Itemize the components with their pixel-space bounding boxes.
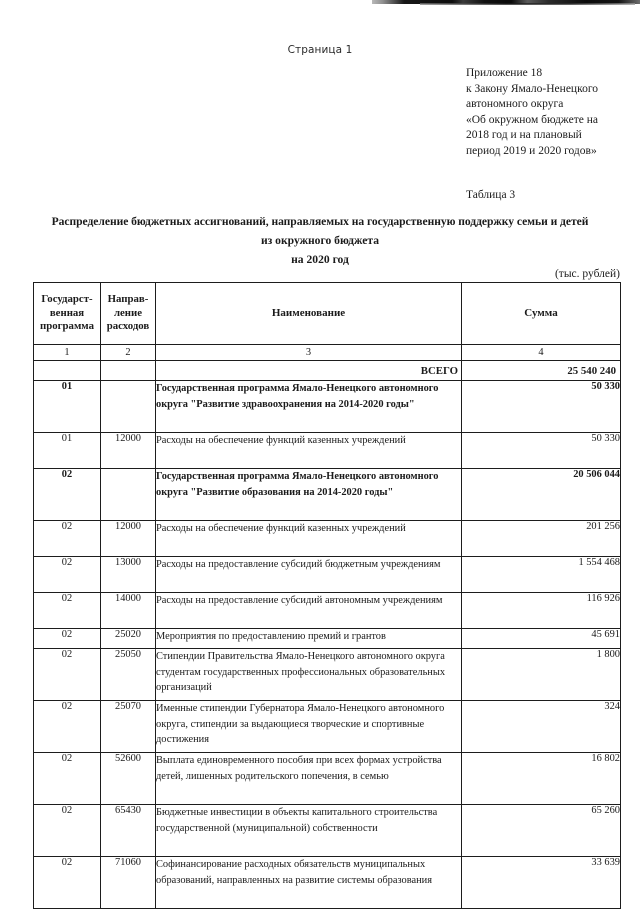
approval-block — [466, 66, 640, 160]
cell-direction-code: 71060 — [101, 857, 156, 909]
header-direction-line-3: расходов — [106, 320, 150, 333]
cell-direction-code: 12000 — [101, 521, 156, 557]
cell-program-code: 02 — [34, 805, 101, 857]
table-number-label: Таблица 3 — [466, 189, 516, 201]
cell-name: Именные стипендии Губернатора Ямало-Ненецкого автономного округа, стипендии за выдающиеся творческие и спортивные достижения — [156, 701, 462, 753]
table-total-row — [34, 361, 621, 381]
cell-name: Расходы на предоставление субсидий автономным учреждениям — [156, 593, 462, 629]
cell-direction-code — [101, 381, 156, 433]
cell-sum: 45 691 — [462, 629, 621, 649]
document-title-line-2: из окружного бюджета — [260, 234, 380, 247]
document-title-line-1: Распределение бюджетных ассигнований, направляемых на государственную поддержку семьи и детей — [51, 215, 589, 228]
units-label: (тыс. рублей) — [554, 268, 620, 280]
cell-program-code: 02 — [34, 857, 101, 909]
cell-sum: 50 330 — [462, 433, 621, 469]
cell-sum: 16 802 — [462, 753, 621, 805]
table-row — [34, 701, 621, 753]
table-row — [34, 649, 621, 701]
total-label: ВСЕГО — [156, 361, 462, 381]
cell-direction-code: 25020 — [101, 629, 156, 649]
cell-sum: 1 800 — [462, 649, 621, 701]
cell-program-code: 02 — [34, 521, 101, 557]
total-value: 25 540 240 — [462, 361, 621, 381]
approval-line-5: 2018 год и на плановый — [466, 129, 582, 142]
document-title-line-3: на 2020 год — [291, 253, 349, 266]
table-numbering-row — [34, 345, 621, 361]
cell-direction-code: 13000 — [101, 557, 156, 593]
table-row — [34, 521, 621, 557]
header-cell-direction — [101, 283, 156, 345]
numbering-cell-3: 3 — [156, 345, 462, 361]
table-row — [34, 593, 621, 629]
cell-name: Софинансирование расходных обязательств муниципальных образований, направленных на развитие системы образования — [156, 857, 462, 909]
cell-direction-code: 14000 — [101, 593, 156, 629]
cell-program-code: 02 — [34, 701, 101, 753]
cell-sum: 324 — [462, 701, 621, 753]
approval-line-3: автономного округа — [466, 98, 564, 111]
cell-sum: 20 506 044 — [462, 469, 621, 521]
cell-name: Выплата единовременного пособия при всех формах устройства детей, лишенных родительского попечения, в семью — [156, 753, 462, 805]
cell-name: Расходы на обеспечение функций казенных учреждений — [156, 521, 462, 557]
scan-edge-artifact-secondary — [420, 3, 635, 5]
cell-program-code: 02 — [34, 557, 101, 593]
header-program-line-1: Государст- — [41, 293, 93, 306]
table-row — [34, 557, 621, 593]
numbering-cell-4: 4 — [462, 345, 621, 361]
table-row — [34, 381, 621, 433]
cell-program-code: 02 — [34, 629, 101, 649]
total-cell-direction — [101, 361, 156, 381]
table-row — [34, 629, 621, 649]
header-program-line-3: программа — [40, 320, 94, 333]
cell-name: Расходы на обеспечение функций казенных учреждений — [156, 433, 462, 469]
cell-program-code: 01 — [34, 381, 101, 433]
cell-program-code: 01 — [34, 433, 101, 469]
cell-sum: 201 256 — [462, 521, 621, 557]
cell-direction-code: 65430 — [101, 805, 156, 857]
cell-sum: 116 926 — [462, 593, 621, 629]
numbering-cell-2: 2 — [101, 345, 156, 361]
cell-program-code: 02 — [34, 469, 101, 521]
cell-sum: 50 330 — [462, 381, 621, 433]
cell-sum: 1 554 468 — [462, 557, 621, 593]
budget-allocation-table — [33, 282, 621, 909]
approval-line-6: период 2019 и 2020 годов» — [466, 144, 597, 157]
table-row — [34, 805, 621, 857]
table-row — [34, 753, 621, 805]
table-row — [34, 433, 621, 469]
page-label: Страница 1 — [287, 44, 353, 56]
cell-program-code: 02 — [34, 649, 101, 701]
table-header-row — [34, 283, 621, 345]
cell-name: Государственная программа Ямало-Ненецкого автономного округа "Развитие образования на 2014-2020 годы" — [156, 469, 462, 521]
numbering-cell-1: 1 — [34, 345, 101, 361]
cell-direction-code — [101, 469, 156, 521]
table-row — [34, 469, 621, 521]
cell-direction-code: 12000 — [101, 433, 156, 469]
document-title — [18, 212, 622, 269]
cell-program-code: 02 — [34, 593, 101, 629]
header-direction-line-1: Направ- — [107, 293, 149, 306]
table-body — [34, 381, 621, 909]
header-direction-line-2: ление — [113, 306, 143, 319]
approval-line-4: «Об окружном бюджете на — [466, 113, 598, 126]
approval-line-1: Приложение 18 — [466, 67, 543, 79]
cell-sum: 65 260 — [462, 805, 621, 857]
approval-line-2: к Закону Ямало-Ненецкого — [466, 82, 599, 95]
cell-sum: 33 639 — [462, 857, 621, 909]
cell-name: Расходы на предоставление субсидий бюджетным учреждениям — [156, 557, 462, 593]
table-row — [34, 857, 621, 909]
cell-name: Мероприятия по предоставлению премий и грантов — [156, 629, 462, 649]
cell-direction-code: 52600 — [101, 753, 156, 805]
header-cell-name: Наименование — [156, 283, 462, 345]
total-cell-program — [34, 361, 101, 381]
cell-name: Стипендии Правительства Ямало-Ненецкого автономного округа студентам государственных профессиональных образовательных организаций — [156, 649, 462, 701]
header-program-line-2: венная — [49, 306, 85, 319]
cell-direction-code: 25050 — [101, 649, 156, 701]
header-cell-sum: Сумма — [462, 283, 621, 345]
cell-name: Бюджетные инвестиции в объекты капитального строительства государственной (муниципальной) собственности — [156, 805, 462, 857]
header-cell-program — [34, 283, 101, 345]
cell-name: Государственная программа Ямало-Ненецкого автономного округа "Развитие здравоохранения на 2014-2020 годы" — [156, 381, 462, 433]
cell-program-code: 02 — [34, 753, 101, 805]
cell-direction-code: 25070 — [101, 701, 156, 753]
